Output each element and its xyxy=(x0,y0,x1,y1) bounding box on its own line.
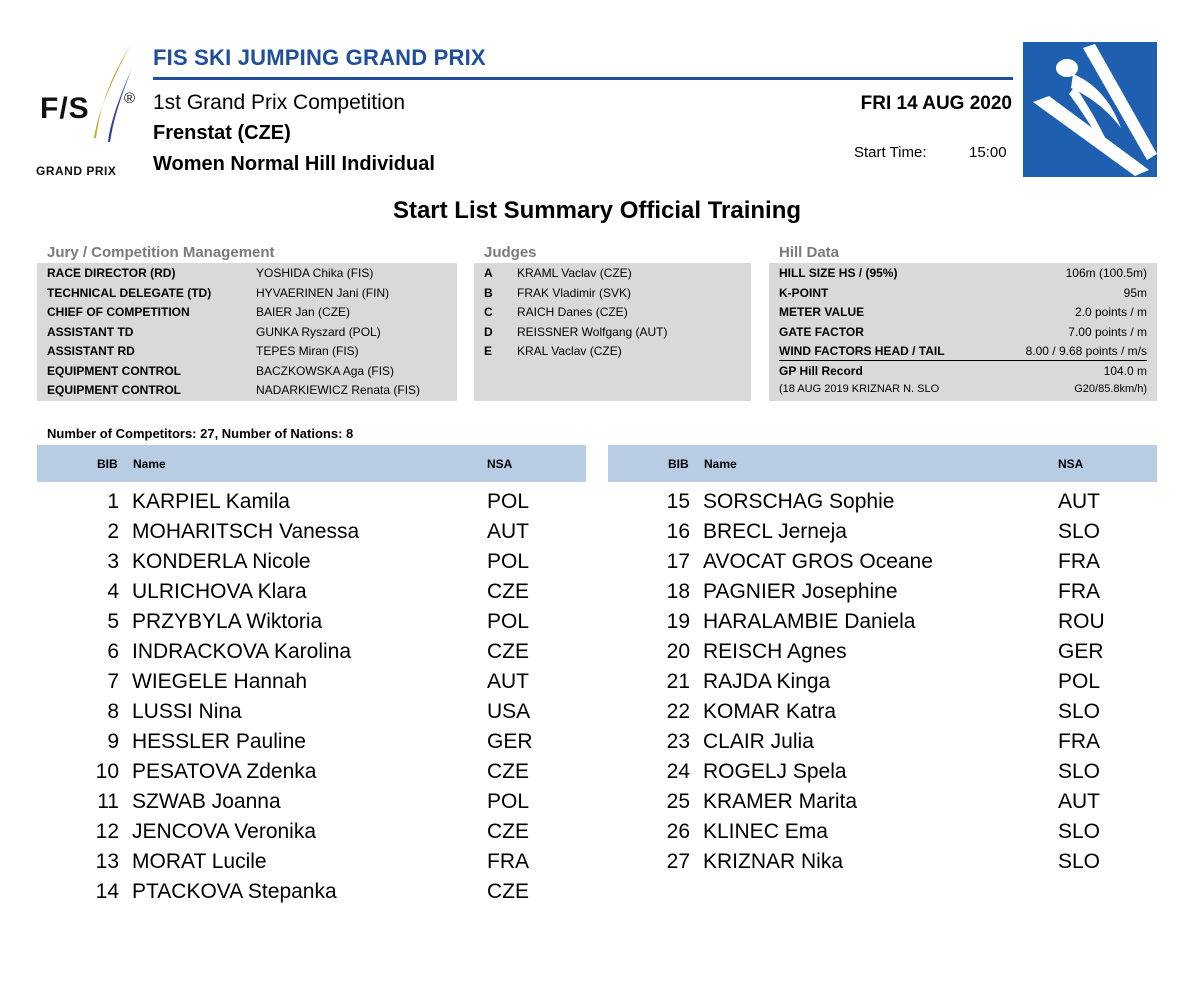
competitor-name: CLAIR Julia xyxy=(703,730,814,753)
competitor-row xyxy=(608,550,1157,580)
competitor-row xyxy=(608,490,1157,520)
competitor-nsa: FRA xyxy=(1058,580,1100,603)
competitor-name: SORSCHAG Sophie xyxy=(703,490,895,513)
competition-date: FRI 14 AUG 2020 xyxy=(860,93,1012,114)
competitor-name: RAJDA Kinga xyxy=(703,670,831,693)
competitor-nsa: FRA xyxy=(487,850,529,873)
hill-label: GATE FACTOR xyxy=(779,324,864,339)
competitor-bib: 25 xyxy=(666,790,690,813)
competitor-nsa: USA xyxy=(487,700,531,723)
competitor-name: PAGNIER Josephine xyxy=(703,580,898,603)
competitor-nsa: POL xyxy=(1058,670,1101,693)
competitor-row xyxy=(608,670,1157,700)
competitor-row xyxy=(608,730,1157,760)
hill-value: 95m xyxy=(1123,285,1147,300)
competitor-bib: 8 xyxy=(107,700,119,723)
competitor-list-right xyxy=(608,490,1157,890)
competitor-bib: 18 xyxy=(666,580,690,603)
competitor-name: AVOCAT GROS Oceane xyxy=(703,550,933,573)
competitor-name: REISCH Agnes xyxy=(703,640,847,663)
jury-value: HYVAERINEN Jani (FIN) xyxy=(256,285,390,300)
competitor-name: JENCOVA Veronika xyxy=(132,820,317,843)
competitor-name: ROGELJ Spela xyxy=(703,760,847,783)
judges-label: D xyxy=(484,324,493,339)
competition-place: Frenstat (CZE) xyxy=(153,122,291,144)
competitor-bib: 19 xyxy=(666,610,690,633)
hill-label: HILL SIZE HS / (95%) xyxy=(779,266,898,280)
hill-value: 104.0 m xyxy=(1103,363,1147,378)
judges-label: C xyxy=(484,305,493,319)
competitor-nsa: POL xyxy=(487,610,530,633)
competitor-name: KARPIEL Kamila xyxy=(132,490,290,513)
competitor-bib: 10 xyxy=(95,760,119,783)
header-nsa: NSA xyxy=(487,457,513,471)
jury-label: ASSISTANT RD xyxy=(47,344,135,358)
competitor-nsa: AUT xyxy=(1058,490,1100,513)
competitor-name: PTACKOVA Stepanka xyxy=(132,880,337,903)
hill-value: G20/85.8km/h) xyxy=(1074,383,1147,395)
competitor-name: WIEGELE Hannah xyxy=(132,670,308,693)
jury-panel-title: Jury / Competition Management xyxy=(47,244,275,261)
judges-label: A xyxy=(484,266,493,280)
competitor-count: Number of Competitors: 27, Number of Nations: 8 xyxy=(47,426,354,441)
competitor-bib: 1 xyxy=(107,490,119,513)
document-title: Start List Summary Official Training xyxy=(392,197,802,224)
competitor-nsa: CZE xyxy=(487,640,529,663)
hill-label: K-POINT xyxy=(779,285,829,300)
competitor-nsa: FRA xyxy=(1058,730,1100,753)
competitor-row xyxy=(37,850,586,880)
competitor-bib: 5 xyxy=(107,610,119,633)
competitor-bib: 20 xyxy=(666,640,690,663)
competitor-bib: 17 xyxy=(666,550,690,573)
competitor-name: KONDERLA Nicole xyxy=(132,550,311,573)
competitor-bib: 13 xyxy=(95,850,119,873)
competitor-row xyxy=(37,490,586,520)
competitor-name: MOHARITSCH Vanessa xyxy=(132,520,360,543)
competitor-nsa: AUT xyxy=(487,520,529,543)
jury-label: TECHNICAL DELEGATE (TD) xyxy=(47,285,212,300)
competitor-name: BRECL Jerneja xyxy=(703,520,847,543)
hill-label: (18 AUG 2019 KRIZNAR N. SLO xyxy=(779,383,940,395)
jury-label: EQUIPMENT CONTROL xyxy=(47,363,181,378)
competitor-name: KLINEC Ema xyxy=(703,820,828,843)
competitor-row xyxy=(608,640,1157,670)
competitor-row xyxy=(608,790,1157,820)
jury-value: NADARKIEWICZ Renata (FIS) xyxy=(256,383,421,397)
hill-panel-title: Hill Data xyxy=(779,244,840,261)
competitor-row xyxy=(608,820,1157,850)
hill-label: GP Hill Record xyxy=(779,363,863,378)
competitor-bib: 9 xyxy=(107,730,119,753)
competitor-bib: 22 xyxy=(666,700,690,723)
competitor-name: HARALAMBIE Daniela xyxy=(703,610,916,633)
hill-value: 106m (100.5m) xyxy=(1065,266,1147,280)
competitor-nsa: CZE xyxy=(487,880,529,903)
competitor-nsa: CZE xyxy=(487,820,529,843)
header-nsa: NSA xyxy=(1058,457,1084,471)
competitor-bib: 27 xyxy=(666,850,690,873)
competitor-row xyxy=(37,730,586,760)
hill-label: WIND FACTORS HEAD / TAIL xyxy=(779,344,945,358)
competitor-bib: 7 xyxy=(107,670,119,693)
judges-value: KRAML Vaclav (CZE) xyxy=(517,266,632,280)
start-time-label: Start Time: xyxy=(854,144,927,161)
fis-logo-letters: F/S xyxy=(40,92,90,125)
competition-event: Women Normal Hill Individual xyxy=(153,153,435,175)
header-name: Name xyxy=(133,457,166,471)
competitor-row xyxy=(608,760,1157,790)
competitor-bib: 11 xyxy=(97,790,119,813)
start-time-value: 15:00 xyxy=(969,144,1007,161)
competitor-nsa: SLO xyxy=(1058,520,1101,543)
competitor-name: PRZYBYLA Wiktoria xyxy=(132,610,323,633)
hill-value: 7.00 points / m xyxy=(1068,324,1147,339)
jury-label: CHIEF OF COMPETITION xyxy=(47,305,190,319)
competitor-bib: 12 xyxy=(95,820,119,843)
registered-mark: ® xyxy=(124,90,136,107)
competitor-nsa: POL xyxy=(487,490,530,513)
competitor-nsa: POL xyxy=(487,790,530,813)
competitor-row xyxy=(37,760,586,790)
hill-value: 8.00 / 9.68 points / m/s xyxy=(1025,344,1147,358)
competition-name: 1st Grand Prix Competition xyxy=(153,91,406,114)
judges-panel-title: Judges xyxy=(484,244,537,261)
competitor-nsa: SLO xyxy=(1058,820,1101,843)
header-bib: BIB xyxy=(97,457,118,471)
hill-value: 2.0 points / m xyxy=(1074,305,1147,319)
competitor-nsa: SLO xyxy=(1058,760,1101,783)
jury-value: BAIER Jan (CZE) xyxy=(256,305,351,319)
competitor-name: HESSLER Pauline xyxy=(132,730,306,753)
table-header-right xyxy=(608,445,1157,482)
competitor-nsa: GER xyxy=(1058,640,1104,663)
fis-logo-subtitle: GRAND PRIX xyxy=(36,164,117,178)
table-header-left xyxy=(37,445,586,482)
ski-jumper-icon xyxy=(1023,42,1157,177)
hill-label: METER VALUE xyxy=(779,305,865,319)
competitor-bib: 4 xyxy=(107,580,119,603)
competitor-row xyxy=(608,610,1157,640)
competitor-bib: 15 xyxy=(666,490,690,513)
competitor-nsa: POL xyxy=(487,550,530,573)
competitor-bib: 6 xyxy=(107,640,119,663)
fis-logo xyxy=(36,42,136,182)
competitor-row xyxy=(37,550,586,580)
competitor-row xyxy=(37,520,586,550)
competitor-nsa: AUT xyxy=(1058,790,1100,813)
header-name: Name xyxy=(704,457,737,471)
competitor-name: SZWAB Joanna xyxy=(132,790,281,813)
competitor-bib: 21 xyxy=(666,670,690,693)
judges-label: E xyxy=(484,344,493,358)
competitor-row xyxy=(608,520,1157,550)
competitor-name: LUSSI Nina xyxy=(132,700,242,723)
jury-value: TEPES Miran (FIS) xyxy=(256,344,359,358)
jury-panel xyxy=(37,263,457,401)
judges-value: RAICH Danes (CZE) xyxy=(517,305,628,319)
jury-label: RACE DIRECTOR (RD) xyxy=(47,266,176,280)
competitor-row xyxy=(37,670,586,700)
competitor-name: KRIZNAR Nika xyxy=(703,850,844,873)
competitor-nsa: GER xyxy=(487,730,533,753)
jury-value: GUNKA Ryszard (POL) xyxy=(256,324,381,339)
series-title: FIS SKI JUMPING GRAND PRIX xyxy=(153,45,486,70)
competitor-row xyxy=(37,880,586,910)
competitor-row xyxy=(37,580,586,610)
judges-label: B xyxy=(484,285,493,300)
competitor-name: KRAMER Marita xyxy=(703,790,858,813)
competitor-name: ULRICHOVA Klara xyxy=(132,580,307,603)
competitor-row xyxy=(608,850,1157,880)
competitor-row xyxy=(37,640,586,670)
jury-label: EQUIPMENT CONTROL xyxy=(47,383,181,397)
competitor-row xyxy=(37,790,586,820)
judges-value: FRAK Vladimir (SVK) xyxy=(517,285,632,300)
competitor-nsa: SLO xyxy=(1058,700,1101,723)
hill-panel xyxy=(769,263,1157,401)
section-divider xyxy=(779,360,1147,361)
judges-value: KRAL Vaclav (CZE) xyxy=(517,344,622,358)
competitor-nsa: ROU xyxy=(1058,610,1105,633)
competitor-bib: 16 xyxy=(666,520,690,543)
competitor-name: INDRACKOVA Karolina xyxy=(132,640,352,663)
competitor-name: MORAT Lucile xyxy=(132,850,267,873)
judges-panel xyxy=(474,263,751,401)
header-bib: BIB xyxy=(668,457,689,471)
competitor-name: PESATOVA Zdenka xyxy=(132,760,317,783)
competitor-row xyxy=(608,580,1157,610)
jury-value: YOSHIDA Chika (FIS) xyxy=(256,266,374,280)
jury-value: BACZKOWSKA Aga (FIS) xyxy=(256,363,395,378)
jury-label: ASSISTANT TD xyxy=(47,324,134,339)
competitor-nsa: AUT xyxy=(487,670,529,693)
competitor-row xyxy=(37,820,586,850)
competitor-nsa: SLO xyxy=(1058,850,1101,873)
competitor-row xyxy=(608,700,1157,730)
competitor-bib: 23 xyxy=(666,730,690,753)
competitor-bib: 26 xyxy=(666,820,690,843)
competitor-bib: 2 xyxy=(107,520,119,543)
competitor-row xyxy=(37,610,586,640)
competitor-bib: 24 xyxy=(666,760,690,783)
competitor-bib: 14 xyxy=(95,880,119,903)
competitor-row xyxy=(37,700,586,730)
competitor-nsa: CZE xyxy=(487,760,529,783)
judges-value: REISSNER Wolfgang (AUT) xyxy=(517,324,668,339)
competitor-nsa: FRA xyxy=(1058,550,1100,573)
competitor-bib: 3 xyxy=(107,550,119,573)
competitor-name: KOMAR Katra xyxy=(703,700,837,723)
header-divider xyxy=(153,77,1013,80)
competitor-nsa: CZE xyxy=(487,580,529,603)
competitor-list-left xyxy=(37,490,586,920)
